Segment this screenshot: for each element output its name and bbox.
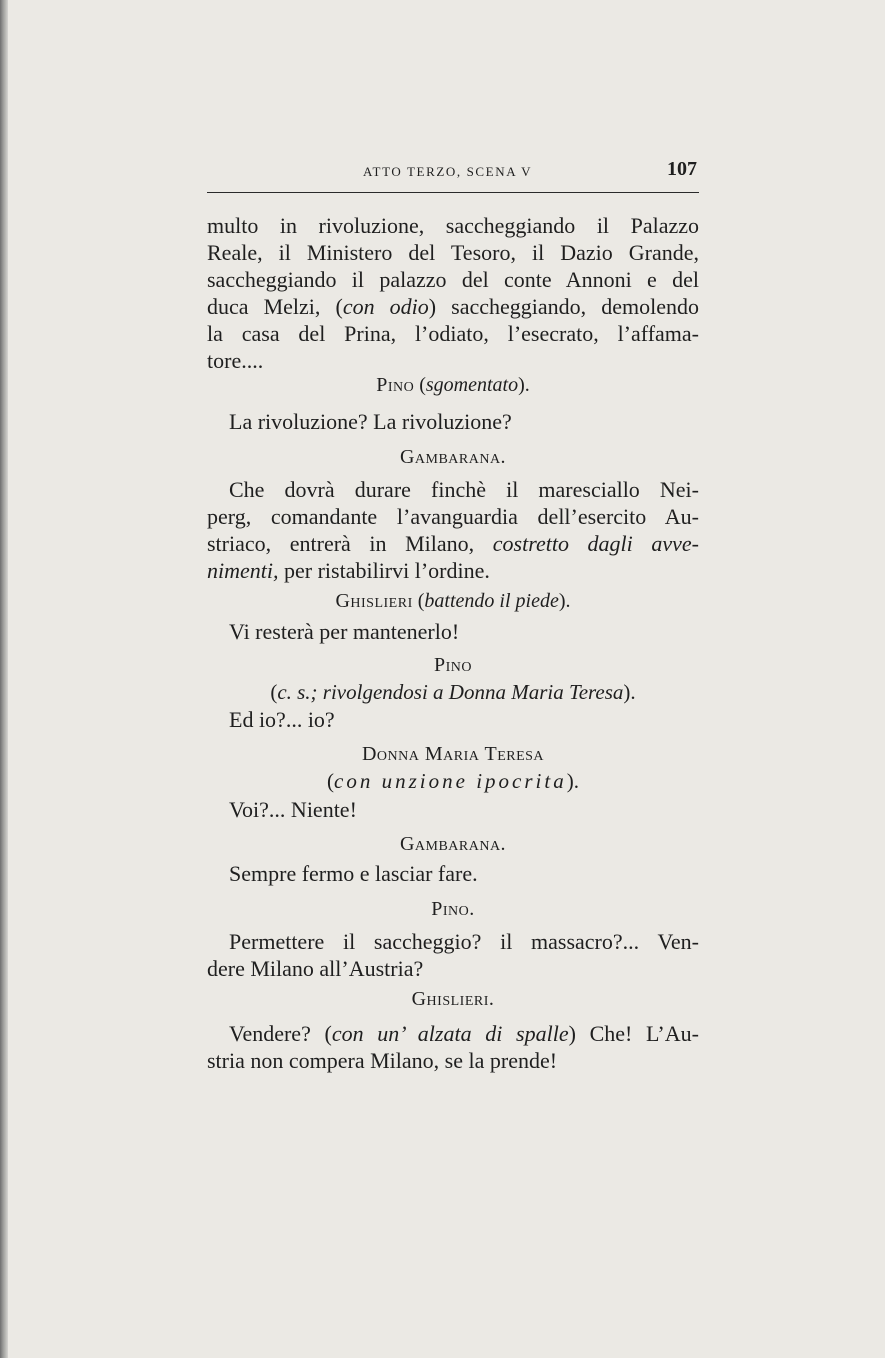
speaker-name: Gambarana.	[399, 446, 507, 468]
paren: (	[414, 374, 426, 396]
stage-direction: c. s.; rivolgendosi a Donna Maria Teresa	[277, 680, 624, 704]
paren: (	[412, 590, 425, 612]
speaker-heading	[207, 896, 699, 923]
speaker-name: Pino	[433, 654, 472, 676]
text-segment: ) Che! L’Au-	[568, 1021, 699, 1046]
text-line	[207, 557, 699, 584]
text-line	[207, 530, 699, 557]
speaker-name: Donna Maria Teresa	[361, 743, 545, 765]
text-line: la casa del Prina, l’odiato, l’esecrato, l’affama-	[207, 321, 699, 346]
stage-direction-line	[207, 768, 699, 795]
text-line	[207, 293, 699, 320]
speaker-heading	[207, 741, 699, 768]
paren: ).	[566, 769, 579, 793]
text-line: dere Milano all’Austria?	[207, 956, 424, 981]
running-title: ATTO TERZO, SCENA V	[363, 164, 533, 179]
speaker-name: Ghislieri.	[411, 988, 495, 1010]
speaker-name: Pino	[376, 374, 415, 396]
text-segment: per ristabilirvi l’ordine.	[278, 558, 490, 583]
speaker-name: Gambarana.	[399, 833, 507, 855]
stage-direction: con unzione ipocrita	[334, 769, 567, 793]
stage-direction: sgomentato	[425, 374, 519, 396]
speaker-heading	[207, 588, 699, 615]
text-line: tore....	[207, 348, 264, 373]
stage-direction: battendo il piede	[424, 590, 559, 612]
opening-paragraph	[207, 212, 699, 374]
text-segment: Vendere? (	[229, 1021, 332, 1046]
paren: ).	[558, 590, 571, 612]
speech-line: Sempre fermo e lasciar fare.	[229, 861, 478, 886]
text-line	[207, 1020, 699, 1047]
stage-direction: con odio	[342, 294, 429, 319]
paren: (	[270, 680, 278, 704]
speech-line: Voi?... Niente!	[229, 797, 357, 822]
speaker-heading	[207, 986, 699, 1013]
speech-line: Ed io?... io?	[229, 707, 335, 732]
text-line: Reale, il Ministero del Tesoro, il Dazio Grande,	[207, 240, 699, 265]
text-line: Che dovrà durare finchè il maresciallo Nei-	[229, 477, 699, 502]
speaker-heading	[207, 444, 699, 471]
paren: ).	[518, 374, 530, 396]
text-line: Permettere il saccheggio? il massacro?... Ven-	[229, 929, 699, 954]
page-edge-shadow	[0, 0, 8, 1358]
text-line: perg, comandante l’avanguardia dell’esercito Au-	[207, 504, 699, 529]
text-segment: striaco, entrerà in Milano,	[207, 531, 493, 556]
speaker-name: Pino.	[431, 898, 475, 920]
speech-line: La rivoluzione? La rivoluzione?	[229, 409, 512, 434]
speaker-heading	[207, 652, 699, 679]
paren: ).	[623, 680, 636, 704]
text-line: saccheggiando il palazzo del conte Annoni e del	[207, 267, 699, 292]
speaker-name: Ghislieri	[335, 590, 413, 612]
speaker-heading	[207, 831, 699, 858]
text-line: multo in rivoluzione, saccheggiando il Palazzo	[207, 213, 699, 238]
stage-direction: nimenti,	[207, 558, 279, 583]
stage-direction: costretto dagli avve-	[492, 531, 699, 556]
page-number: 107	[667, 158, 697, 180]
speech-paragraph	[207, 476, 699, 584]
paren: (	[327, 769, 335, 793]
text-segment: duca Melzi, (	[207, 294, 343, 319]
stage-direction-line	[207, 679, 699, 706]
speaker-heading	[207, 372, 699, 399]
running-header	[207, 158, 699, 193]
text-segment: ) saccheggiando, demolendo	[428, 294, 700, 319]
speech-line: Vi resterà per mantenerlo!	[229, 619, 460, 644]
text-line: stria non compera Milano, se la prende!	[207, 1048, 558, 1073]
speech-paragraph	[207, 1020, 699, 1074]
speech-paragraph	[207, 928, 699, 982]
stage-direction: con un’ alzata di spalle	[331, 1021, 569, 1046]
